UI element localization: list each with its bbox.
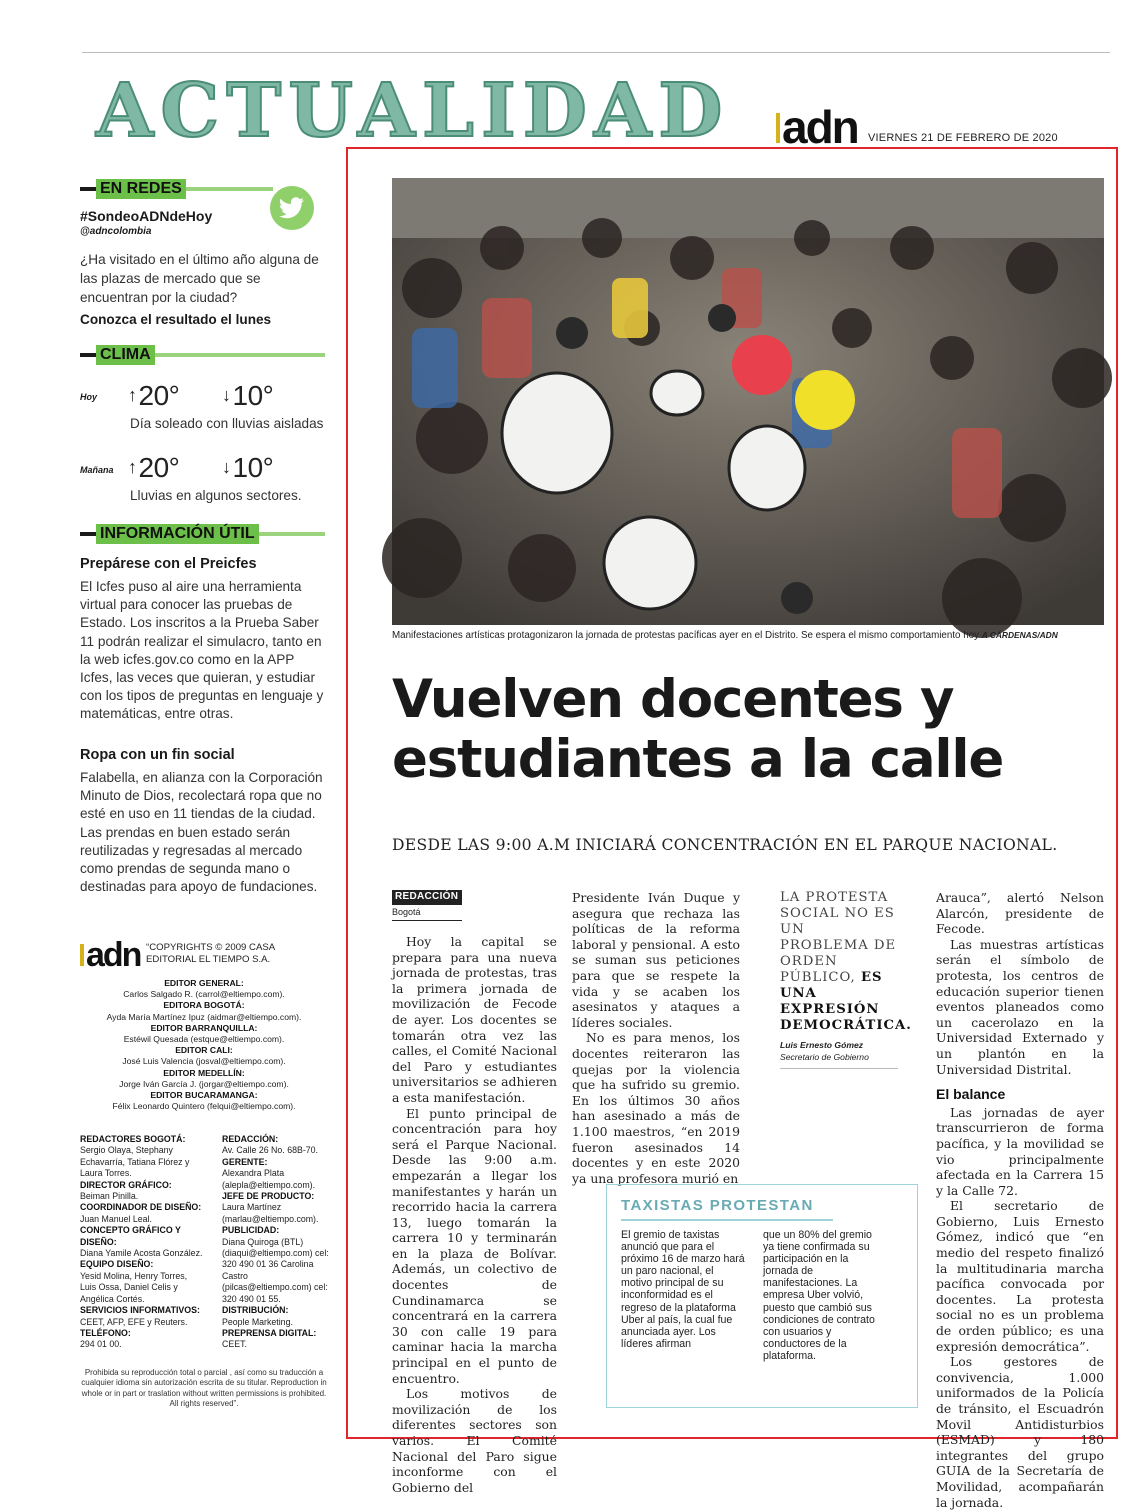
adn-logo: adn bbox=[80, 938, 140, 972]
adn-logo: adn bbox=[776, 104, 858, 150]
twitter-bird-icon bbox=[270, 186, 314, 230]
copyright-notice: “COPYRIGHTS © 2009 CASA EDITORIAL EL TIEMPO S.A. bbox=[146, 942, 275, 965]
article-column-1: Hoy la capital se prepara para una nueva jornada de protestas, tras la primera jornada de movilización de Fecode de ayer. Los docentes se tomarán otra vez las calles, el Comité Nacional del Paro y estudiantes universitarios se adhieren a esta manifestación. El punto principal de concentración para hoy será el Parque Nacional. Desde las 9:00 a.m. empezarán a llegar los manifestantes y harán un recorrido hacia la carrera 13, luego tomarán la carrera 10 y terminarán en la plaza de Bolívar. Además, un colectivo de docentes de Cundinamarca se concentrará en la carrera 30 con calle 19 para caminar hacia la marcha principal en el punto de encuentro. Los motivos de movilización de los diferentes sectores son varios. El Comité Nacional del Paro sigue inconforme con el Gobierno del bbox=[392, 934, 557, 1495]
dateline-city: Bogotá bbox=[392, 907, 421, 917]
protest-photo bbox=[392, 178, 1104, 625]
article-column-4: Arauca”, alertó Nelson Alarcón, presidente de Fecode. Las muestras artísticas serán el símbolo de protesta, los centros de educación superior tienen eventos planeados como un cacerolazo en la Universidad Externado y un plantón en la Universidad Distrital. El balance Las jornadas de ayer transcurrieron de forma pacífica, y la movilidad se vio principalmente afectada en la Carrera 15 y la Calle 72. El secretario de Gobierno, Luis Ernesto Gómez, indicó que “en medio del respeto finalizó la multitudinaria marcha pacífica convocada por docentes. La protesta social no es un problema de orden público; es una expresión democrática”. Los gestores de convivencia, 1.000 uniformados de la Policía de tránsito, el Escuadrón Movil Antidisturbios (ESMAD) y 180 integrantes del grupo GUIA de la Secretaría de Movilidad, acompañarán la jornada. bbox=[936, 890, 1104, 1510]
sidebar-column-1: El gremio de taxistas anunció que para el próximo 16 de marzo hará un paro nacional, el motivo principal de su inconformidad es el regreso de la plataforma Uber al país, la cual fue anunciada ayer. Los líderes afirman bbox=[621, 1229, 745, 1350]
info-item-body: Falabella, en alianza con la Corporación Minuto de Dios, recolectará ropa que no esté en uso en 11 tiendas de la ciudad. Las prendas en buen estado serán reutilizadas y regresadas al mercado como prendas de segunda mano o destinadas para apoyo de fundaciones. bbox=[80, 770, 323, 895]
byline-rule bbox=[392, 920, 462, 921]
sidebar-title: TAXISTAS PROTESTAN bbox=[621, 1197, 814, 1214]
legal-disclaimer: Prohibida su reproducción total o parcial , así como su traducción a cualquier idioma sin autorización escrita de su titular. Reproduction in whole or in part or traslation without written permissions is prohibited. All rights reserved”. bbox=[81, 1368, 327, 1409]
subheadline: DESDE LAS 9:00 A.M INICIARÁ CONCENTRACIÓN EN EL PARQUE NACIONAL. bbox=[392, 836, 1058, 854]
sidebar-column-2: que un 80% del gremio ya tiene confirmada su participación en la jornada de manifestaciones. La empresa Uber volvió, puesto que cambió sus condiciones de contrato con usuarios y conductores de la plataforma. bbox=[763, 1229, 875, 1362]
staff-list-left: REDACTORES BOGOTÁ: Sergio Olaya, Stephany Echavarría, Tatiana Flórez y Laura Torres. DIRECTOR GRÁFICO: Beiman Pinilla. COORDINADOR DE DISEÑO: Juan Manuel Leal. CONCEPTO GRÁFICO Y DISEÑO: Diana Yamile Acosta González. EQUIPO DISEÑO: Yesid Molina, Henry Torres, Luis Ossa, Daniel Celis y Angélica Cortés. SERVICIOS INFORMATIVOS: CEET, AFP, EFE y Reuters. TELÉFONO: 294 01 00. bbox=[80, 1134, 203, 1350]
photo-credit: A CÁRDENAS/ADN bbox=[981, 630, 1058, 640]
info-util-label: INFORMACIÓN ÚTIL bbox=[80, 523, 325, 545]
arrow-down-icon: ↓ bbox=[222, 457, 231, 477]
en-redes-label: EN REDES bbox=[80, 178, 325, 200]
arrow-up-icon: ↑ bbox=[128, 385, 137, 405]
quote-role: Secretario de Gobierno bbox=[780, 1052, 898, 1069]
section-title: ACTUALIDAD bbox=[96, 68, 730, 154]
article-column-2: Presidente Iván Duque y asegura que rechaza las políticas de la reforma laboral y pensional. A esto se suman sus peticiones para que se respete la vida y se acaben los asesinatos y ataques a líderes sociales. No es para menos, los docentes reiteraron las quejas por la violencia que ha sufrido su gremio. En los últimos 30 años han asesinado a más de 1.100 maestros, “en 2019 fueron asesinados 14 docentes y en este 2020 ya una profesora murió en bbox=[572, 890, 740, 1186]
section-subtitle: El balance bbox=[936, 1086, 1006, 1103]
photo-caption: Manifestaciones artísticas protagonizaron la jornada de protestas pacíficas ayer en el Distrito. Se espera el mismo comportamiento hoy A CÁRDENAS/ADN bbox=[392, 630, 1058, 641]
temp-min-today: ↓10° bbox=[222, 380, 274, 411]
byline: REDACCIÓN bbox=[392, 890, 462, 905]
taxistas-sidebar bbox=[606, 1184, 918, 1408]
twitter-handle: @adncolombia bbox=[80, 226, 152, 237]
arrow-up-icon: ↑ bbox=[128, 457, 137, 477]
temp-min-tomorrow: ↓10° bbox=[222, 452, 274, 483]
info-item-title: Ropa con un fin social bbox=[80, 747, 235, 763]
weather-desc-today: Día soleado con lluvias aisladas bbox=[130, 416, 324, 431]
poll-question: ¿Ha visitado en el último año alguna de las plazas de mercado que se encuentran por la ciudad? bbox=[80, 252, 319, 305]
hashtag: #SondeoADNdeHoy bbox=[80, 208, 213, 224]
info-item-body: El Icfes puso al aire una herramienta virtual para conocer las pruebas de Estado. Los inscritos a la Prueba Saber 11 podrán realizar el simulacro, tanto en la web icfes.gov.co como en la APP Icfes, las veces que quieran, y estudiar con los tipos de preguntas en lenguaje y matemáticas, entre otras. bbox=[80, 579, 324, 722]
editors-list: EDITOR GENERAL: Carlos Salgado R. (carrol@eltiempo.com). EDITORA BOGOTÁ: Ayda María Martínez Ipuz (aidmar@eltiempo.com). EDITOR BARRANQUILLA: Estéwil Quesada (estque@eltiempo.com). EDITOR CALI: José Luis Valencia (josval@eltiempo.com). EDITOR MEDELLÍN: Jorge Iván García J. (jorgar@eltiempo.com). EDITOR BUCARAMANGA: Félix Leonardo Quintero (felqui@eltiempo.com). bbox=[106, 978, 302, 1112]
info-item-title: Prepárese con el Preicfes bbox=[80, 556, 257, 572]
issue-date: VIERNES 21 DE FEBRERO DE 2020 bbox=[868, 132, 1058, 144]
clima-label: CLIMA bbox=[80, 344, 325, 366]
weather-desc-tomorrow: Lluvias en algunos sectores. bbox=[130, 488, 302, 503]
top-rule bbox=[82, 52, 1110, 53]
weather-day-tomorrow: Mañana bbox=[80, 465, 114, 475]
weather-day-today: Hoy bbox=[80, 392, 98, 402]
temp-max-today: ↑20° bbox=[128, 380, 180, 411]
staff-list-right: REDACCIÓN: Av. Calle 26 No. 68B-70. GERENTE: Alexandra Plata (alepla@eltiempo.com). JEFE DE PRODUCTO: Laura Martínez (marlau@eltiempo.com). PUBLICIDAD: Diana Quiroga (BTL) (diaqui@eltiempo.com) cel: 320 490 01 36 Carolina Castro (pilcas@eltiempo.com) cel: 320 490 01 55. DISTRIBUCIÓN: People Marketing. PREPRENSA DIGITAL: CEET. bbox=[222, 1134, 329, 1350]
quote-author: Luis Ernesto Gómez bbox=[780, 1040, 864, 1050]
pull-quote: LA PROTESTA SOCIAL NO ES UN PROBLEMA DE ORDEN PÚBLICO, ES UNA EXPRESIÓN DEMOCRÁTICA. Luis Ernesto Gómez Secretario de Gobierno bbox=[780, 890, 898, 1069]
arrow-down-icon: ↓ bbox=[222, 385, 231, 405]
headline: Vuelven docentes y estudiantes a la calle bbox=[392, 669, 1004, 790]
poll-cta: Conozca el resultado el lunes bbox=[80, 312, 272, 327]
temp-max-tomorrow: ↑20° bbox=[128, 452, 180, 483]
